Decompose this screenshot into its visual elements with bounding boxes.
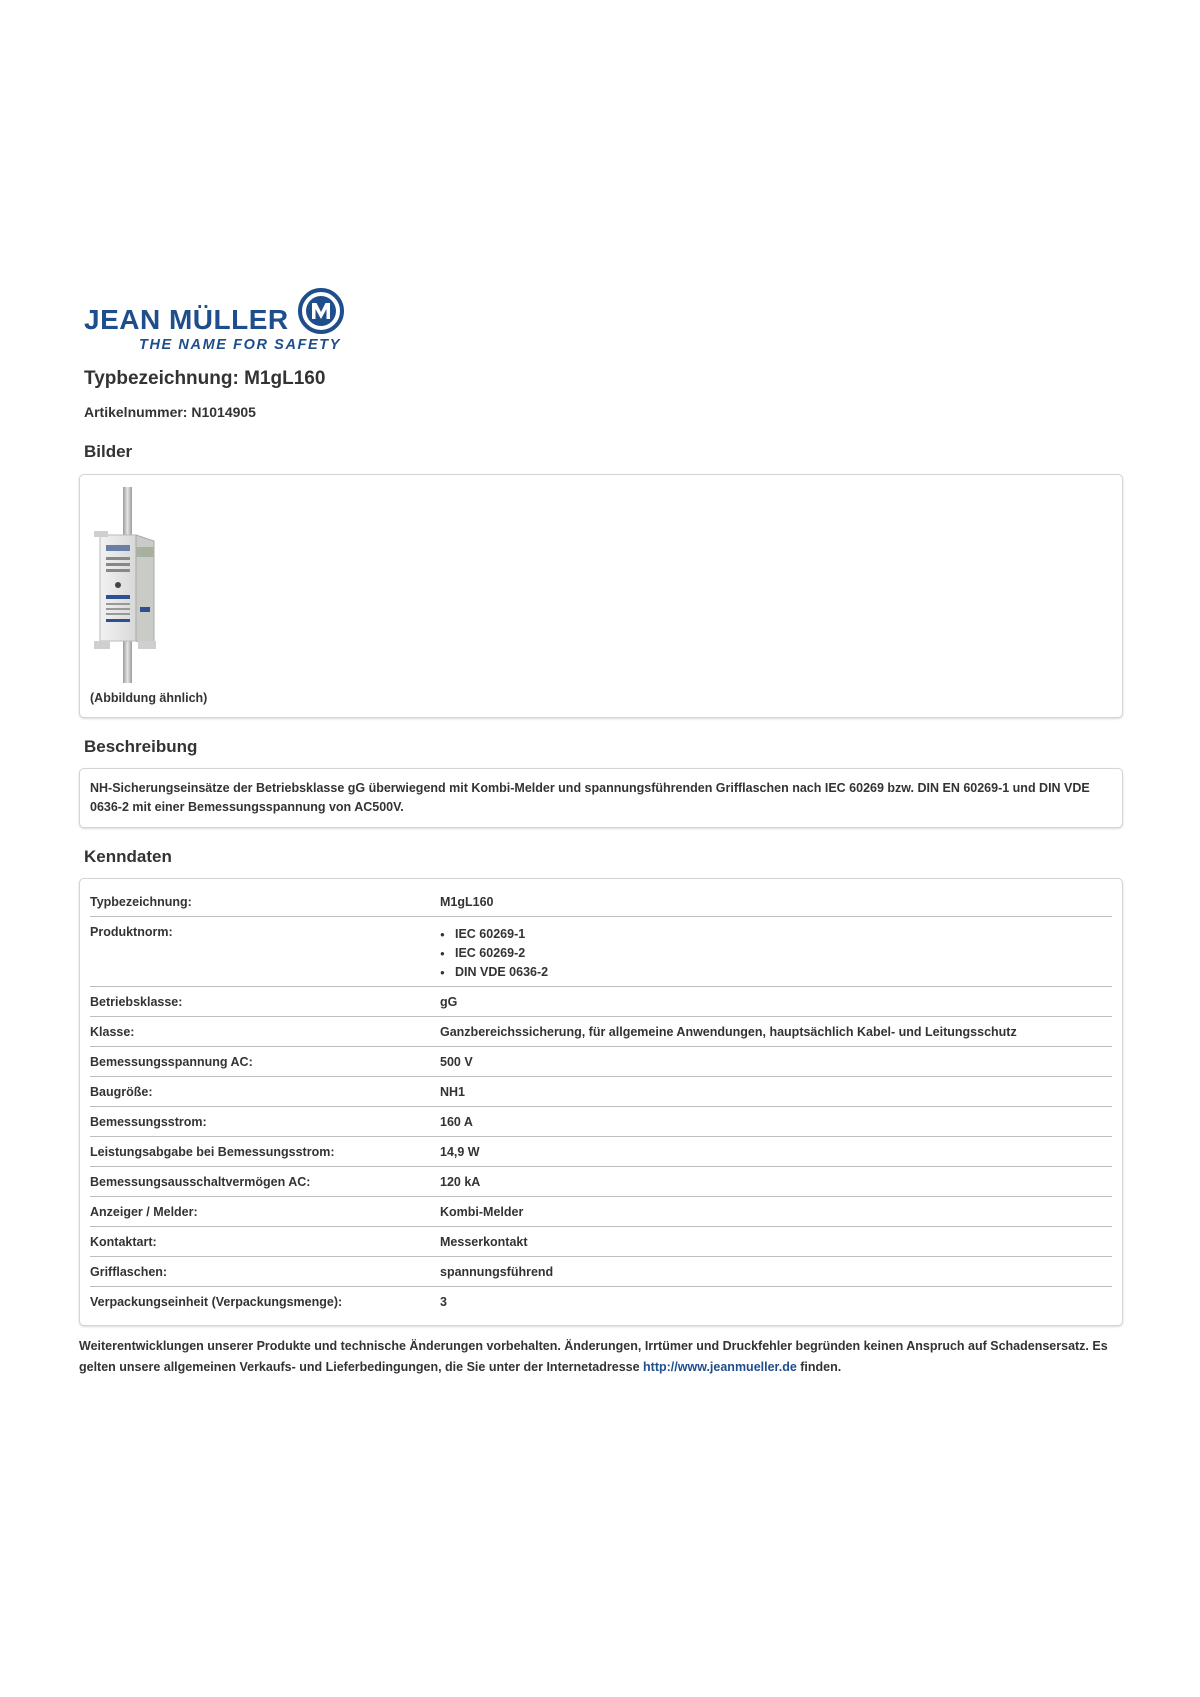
row-value: 120 kA bbox=[440, 1175, 481, 1189]
image-caption: (Abbildung ähnlich) bbox=[90, 691, 208, 705]
disclaimer-text: Weiterentwicklungen unserer Produkte und technische Änderungen vorbehalten. Änderungen, Irrtümer und Druckfehler begründen keinen Anspruch auf Schadensersatz. Es gelten unsere allgemeinen Verkaufs- und Lieferbedingungen, die Sie unter der Internetadresse bbox=[79, 1339, 1108, 1374]
table-row bbox=[90, 1017, 1112, 1047]
table-row bbox=[90, 1137, 1112, 1167]
website-link[interactable]: http://www.jeanmueller.de bbox=[643, 1360, 797, 1374]
row-value: Messerkontakt bbox=[440, 1235, 528, 1249]
description-panel bbox=[79, 768, 1123, 828]
table-row bbox=[90, 1287, 1112, 1317]
images-panel bbox=[79, 474, 1123, 718]
section-heading-images: Bilder bbox=[84, 442, 133, 461]
brand-tagline: THE NAME FOR SAFETY bbox=[139, 337, 341, 353]
row-value: Kombi-Melder bbox=[440, 1205, 524, 1219]
row-label: Anzeiger / Melder: bbox=[90, 1205, 198, 1219]
table-row bbox=[90, 1227, 1112, 1257]
table-row bbox=[90, 887, 1112, 917]
standard-list bbox=[440, 925, 1112, 982]
row-label: Grifflaschen: bbox=[90, 1265, 168, 1279]
row-value: NH1 bbox=[440, 1085, 466, 1099]
section-heading-description: Beschreibung bbox=[84, 737, 198, 756]
row-label: Leistungsabgabe bei Bemessungsstrom: bbox=[90, 1145, 335, 1159]
row-label: Kontaktart: bbox=[90, 1235, 157, 1249]
row-label: Betriebsklasse: bbox=[90, 995, 183, 1009]
row-value bbox=[440, 917, 1112, 986]
row-value: 500 V bbox=[440, 1055, 473, 1069]
table-row bbox=[90, 987, 1112, 1017]
row-label: Verpackungseinheit (Verpackungsmenge): bbox=[90, 1295, 343, 1309]
data-table bbox=[79, 878, 1123, 1326]
page-title: Typbezeichnung: M1gL160 bbox=[84, 368, 326, 389]
row-label: Produktnorm: bbox=[90, 925, 173, 939]
row-value: 160 A bbox=[440, 1115, 473, 1129]
row-value: gG bbox=[440, 995, 458, 1009]
disclaimer-text-end: finden. bbox=[796, 1360, 842, 1374]
row-label: Bemessungsspannung AC: bbox=[90, 1055, 253, 1069]
row-value: 14,9 W bbox=[440, 1145, 480, 1159]
article-number: Artikelnummer: N1014905 bbox=[84, 404, 256, 420]
list-item: ● IEC 60269-1 bbox=[455, 925, 1112, 944]
legal-disclaimer bbox=[79, 1336, 1129, 1378]
table-row bbox=[90, 917, 1112, 987]
table-row bbox=[90, 1077, 1112, 1107]
row-label: Bemessungsstrom: bbox=[90, 1115, 207, 1129]
row-value: 3 bbox=[440, 1295, 447, 1309]
row-label: Bemessungsausschaltvermögen AC: bbox=[90, 1175, 311, 1189]
list-item: ● DIN VDE 0636-2 bbox=[455, 963, 1112, 982]
table-row bbox=[90, 1167, 1112, 1197]
section-heading-data: Kenndaten bbox=[84, 847, 172, 866]
table-row bbox=[90, 1107, 1112, 1137]
table-row bbox=[90, 1257, 1112, 1287]
list-item: ● IEC 60269-2 bbox=[455, 944, 1112, 963]
table-row bbox=[90, 1197, 1112, 1227]
brand-logo bbox=[84, 288, 354, 354]
row-label: Typbezeichnung: bbox=[90, 895, 192, 909]
row-label: Baugröße: bbox=[90, 1085, 153, 1099]
row-value: Ganzbereichssicherung, für allgemeine Anwendungen, hauptsächlich Kabel- und Leitungsschutz bbox=[440, 1025, 1017, 1039]
row-value: M1gL160 bbox=[440, 895, 494, 909]
table-row bbox=[90, 1047, 1112, 1077]
row-label: Klasse: bbox=[90, 1025, 135, 1039]
row-value: spannungsführend bbox=[440, 1265, 554, 1279]
brand-name: JEAN MÜLLER bbox=[84, 304, 289, 335]
description-text: NH-Sicherungseinsätze der Betriebsklasse gG überwiegend mit Kombi-Melder und spannungsführenden Grifflaschen nach IEC 60269 bzw. DIN EN 60269-1 und DIN VDE 0636-2 mit einer Bemessungsspannung von AC500V. bbox=[90, 781, 1090, 814]
fuse-product-image bbox=[94, 487, 160, 683]
jm-monogram-icon bbox=[298, 288, 344, 334]
